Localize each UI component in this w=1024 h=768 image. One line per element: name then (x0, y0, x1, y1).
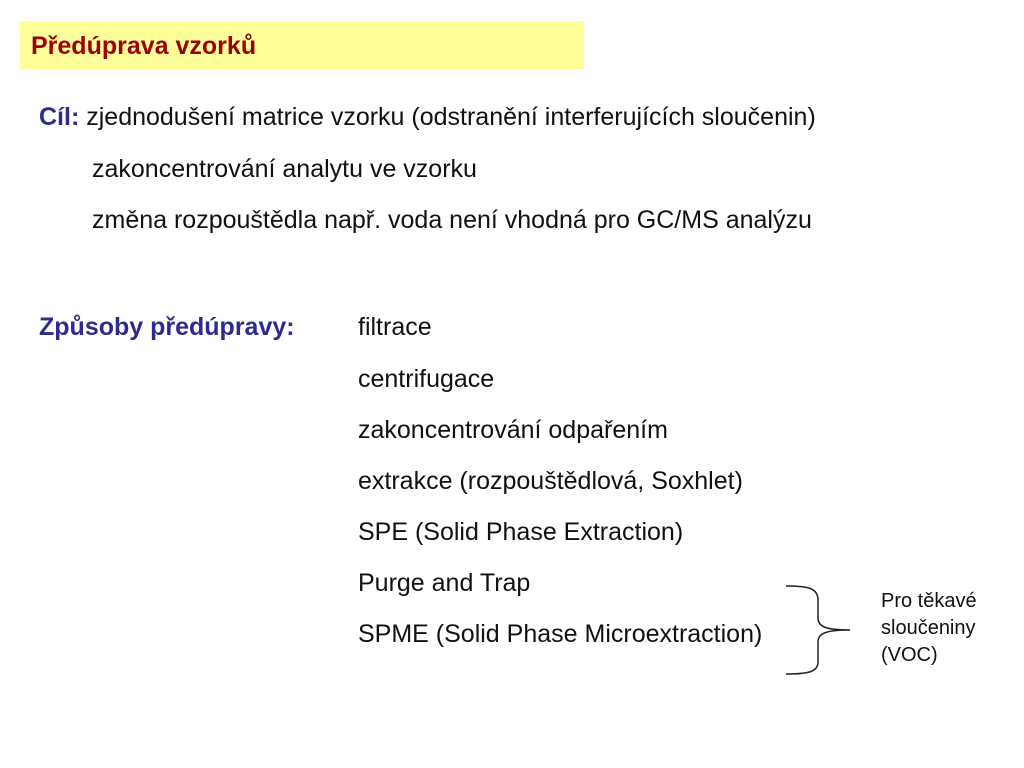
goal-text-1: zjednodušení matrice vzorku (odstranění interferujících sloučenin) (86, 103, 816, 131)
voc-note (881, 588, 977, 669)
method-item-purge-trap: Purge and Trap (358, 569, 531, 597)
goal-line-2: zakoncentrování analytu ve vzorku (92, 155, 477, 183)
method-item-spme: SPME (Solid Phase Microextraction) (358, 620, 763, 648)
voc-note-line-1: Pro těkavé (881, 590, 977, 612)
voc-note-line-3: (VOC) (881, 644, 938, 666)
method-item-extrakce: extrakce (rozpouštědlová, Soxhlet) (358, 467, 743, 495)
goal-label: Cíl: (39, 103, 80, 131)
method-item-odpareni: zakoncentrování odpařením (358, 416, 668, 444)
goal-line-1 (39, 102, 816, 132)
voc-note-line-2: sloučeniny (881, 617, 976, 639)
method-item-filtrace: filtrace (358, 313, 432, 341)
slide-title: Předúprava vzorků (31, 32, 257, 60)
title-banner (20, 21, 584, 69)
methods-label: Způsoby předúpravy: (39, 313, 295, 341)
curly-brace-icon (780, 580, 860, 680)
method-item-centrifugace: centrifugace (358, 365, 495, 393)
goal-line-3: změna rozpouštědla např. voda není vhodná pro GC/MS analýzu (92, 206, 812, 234)
method-item-spe: SPE (Solid Phase Extraction) (358, 518, 684, 546)
